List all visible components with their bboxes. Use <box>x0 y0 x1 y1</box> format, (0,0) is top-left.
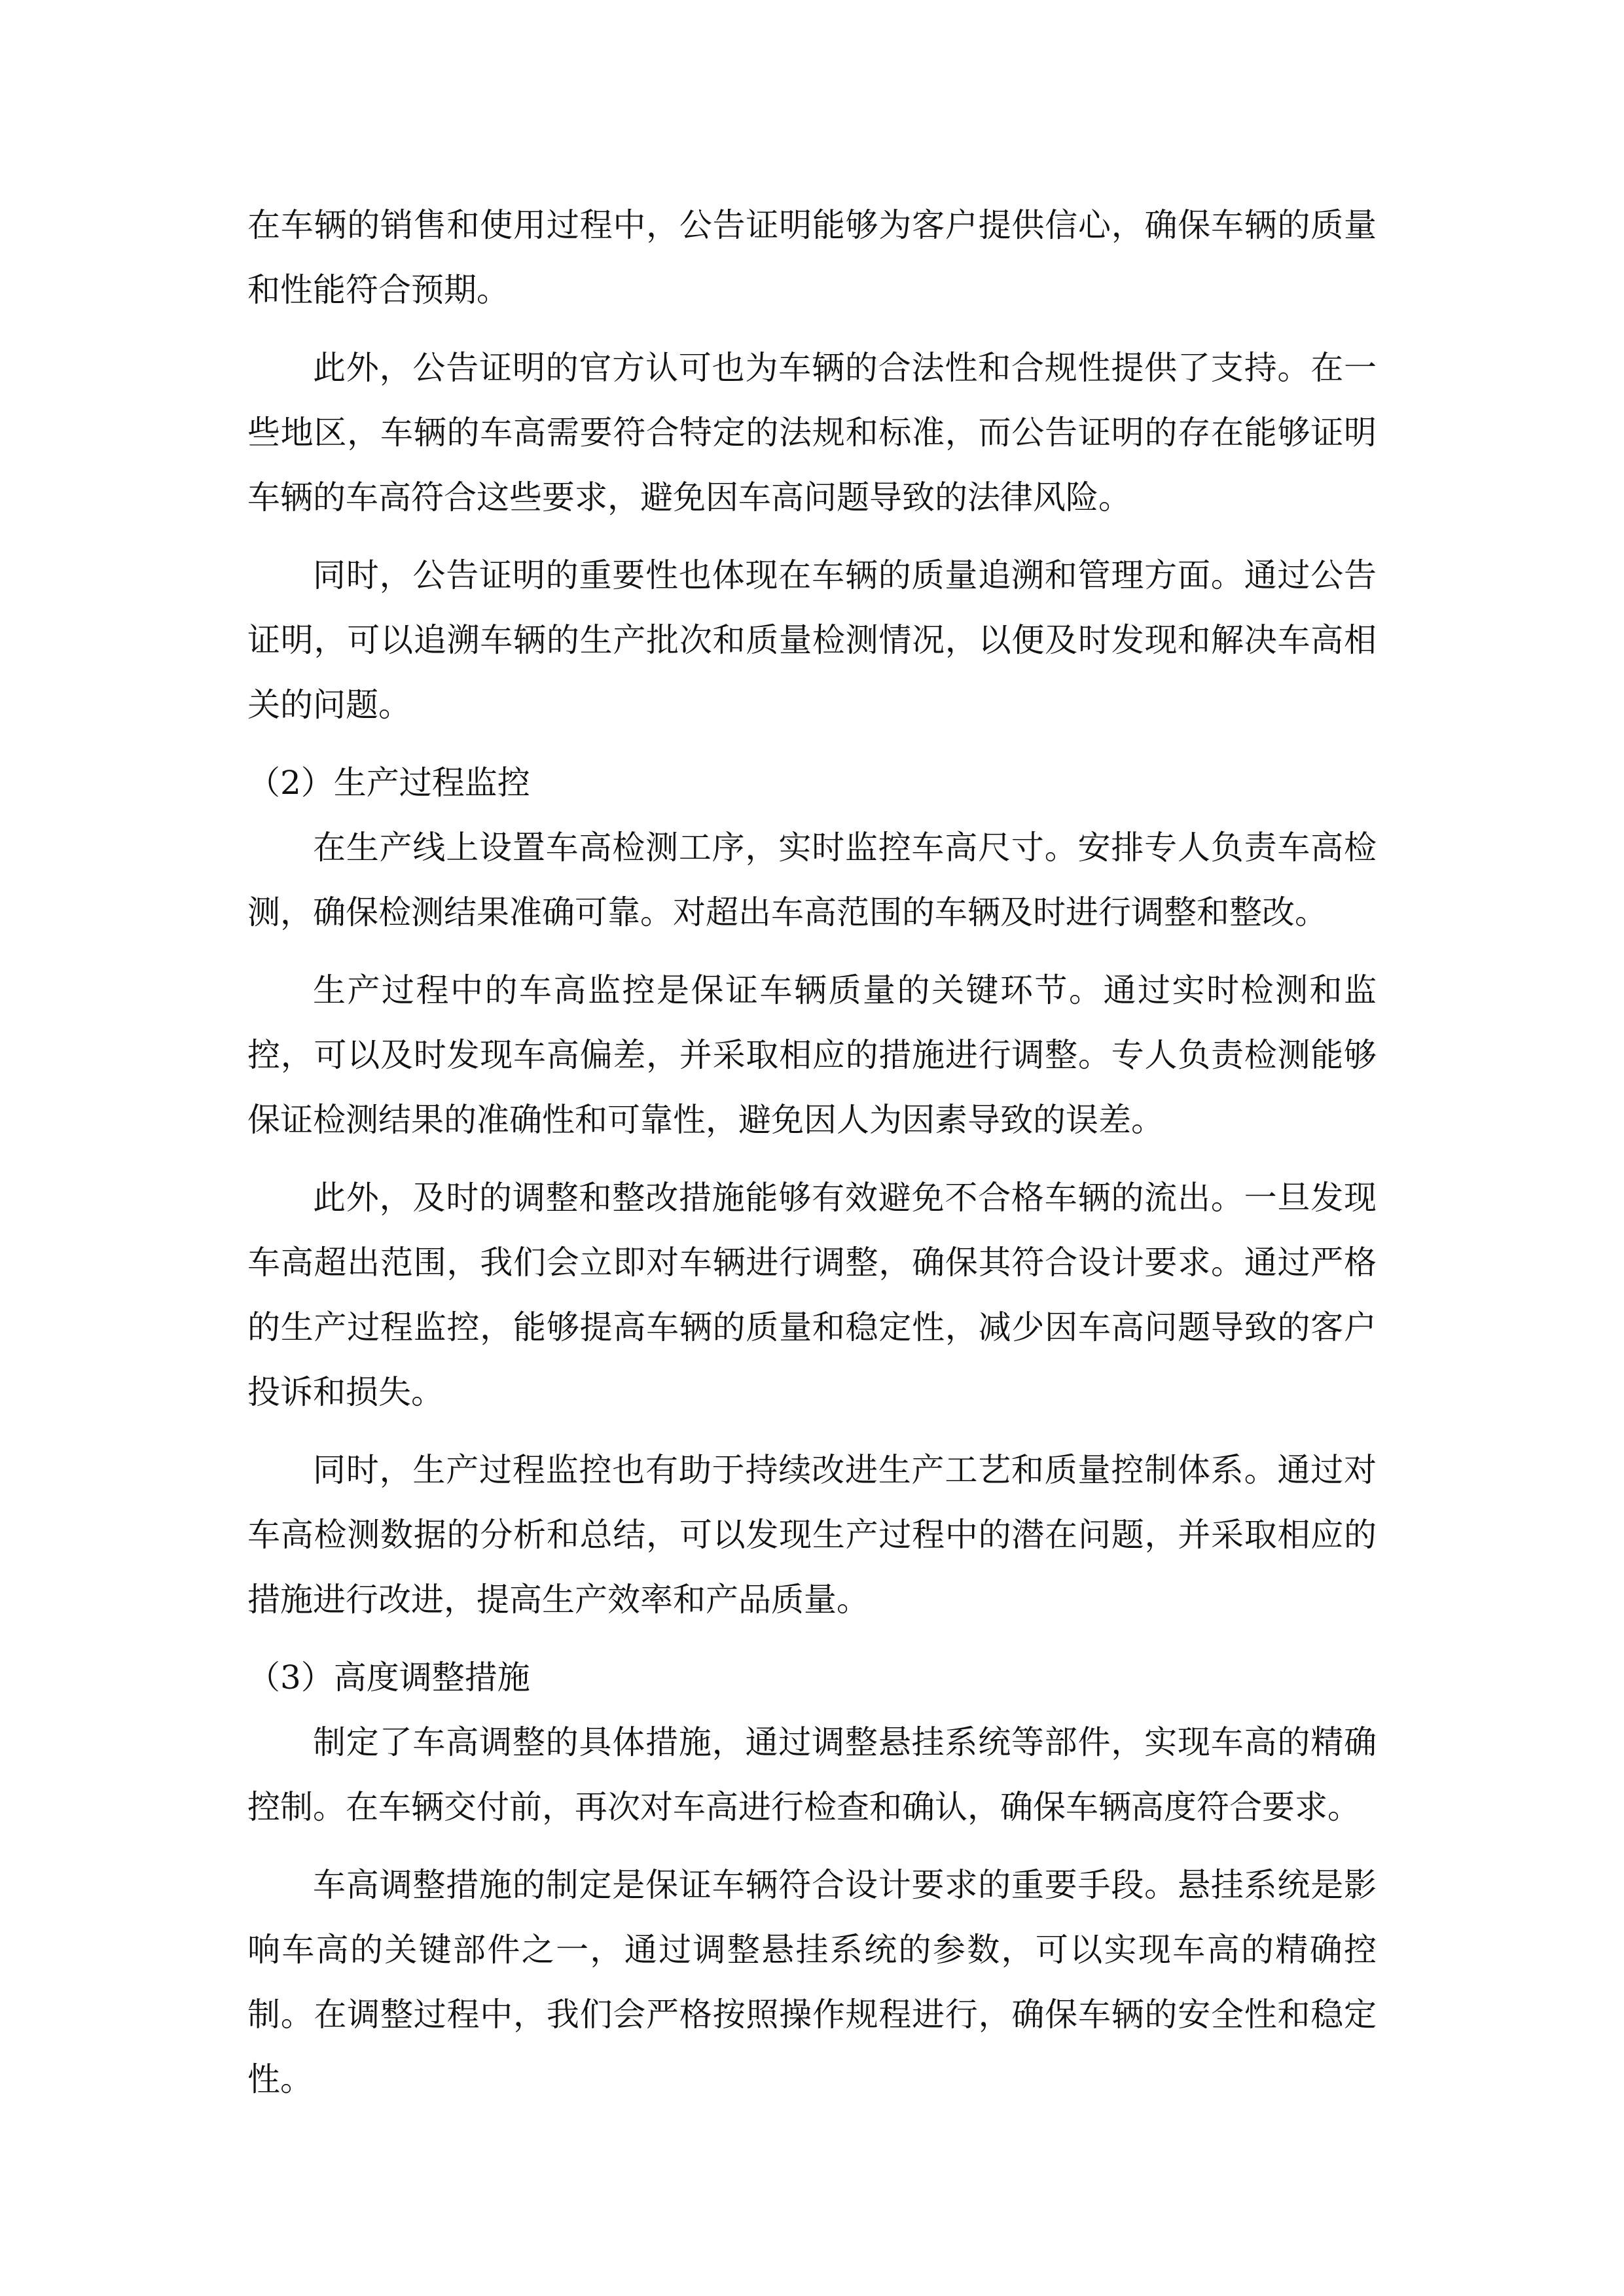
document-body <box>247 193 1377 2125</box>
paragraph-continuous-improvement: 同时，生产过程监控也有助于持续改进生产工艺和质量控制体系。通过对车高检测数据的分析和总结，可以发现生产过程中的潜在问题，并采取相应的措施进行改进，提高生产效率和产品质量。 <box>247 1451 1377 1619</box>
paragraph-adjustment-measures: 制定了车高调整的具体措施，通过调整悬挂系统等部件，实现车高的精确控制。在车辆交付前，再次对车高进行检查和确认，确保车辆高度符合要求。 <box>247 1723 1377 1826</box>
section-heading-height-adjustment: （3）高度调整措施 <box>247 1659 530 1696</box>
paragraph-monitoring-key-link: 生产过程中的车高监控是保证车辆质量的关键环节。通过实时检测和监控，可以及时发现车高偏差，并采取相应的措施进行调整。专人负责检测能够保证检测结果的准确性和可靠性，避免因人为因素导致的误差。 <box>247 971 1377 1139</box>
paragraph-quality-traceability: 同时，公告证明的重要性也体现在车辆的质量追溯和管理方面。通过公告证明，可以追溯车辆的生产批次和质量检测情况，以便及时发现和解决车高相关的问题。 <box>247 556 1377 724</box>
paragraph-legal-compliance: 此外，公告证明的官方认可也为车辆的合法性和合规性提供了支持。在一些地区，车辆的车高需要符合特定的法规和标准，而公告证明的存在能够证明车辆的车高符合这些要求，避免因车高问题导致的法律风险。 <box>247 349 1377 516</box>
paragraph-inspection-process: 在生产线上设置车高检测工序，实时监控车高尺寸。安排专人负责车高检测，确保检测结果准确可靠。对超出车高范围的车辆及时进行调整和整改。 <box>247 829 1377 931</box>
paragraph-rectification-measures: 此外，及时的调整和整改措施能够有效避免不合格车辆的流出。一旦发现车高超出范围，我们会立即对车辆进行调整，确保其符合设计要求。通过严格的生产过程监控，能够提高车辆的质量和稳定性，减少因车高问题导致的客户投诉和损失。 <box>247 1179 1377 1411</box>
paragraph-sales-confidence: 在车辆的销售和使用过程中，公告证明能够为客户提供信心，确保车辆的质量和性能符合预期。 <box>247 206 1377 309</box>
section-heading-production-monitoring: （2）生产过程监控 <box>247 764 530 802</box>
paragraph-suspension-adjustment: 车高调整措施的制定是保证车辆符合设计要求的重要手段。悬挂系统是影响车高的关键部件之一，通过调整悬挂系统的参数，可以实现车高的精确控制。在调整过程中，我们会严格按照操作规程进行，确保车辆的安全性和稳定性。 <box>247 1866 1377 2098</box>
